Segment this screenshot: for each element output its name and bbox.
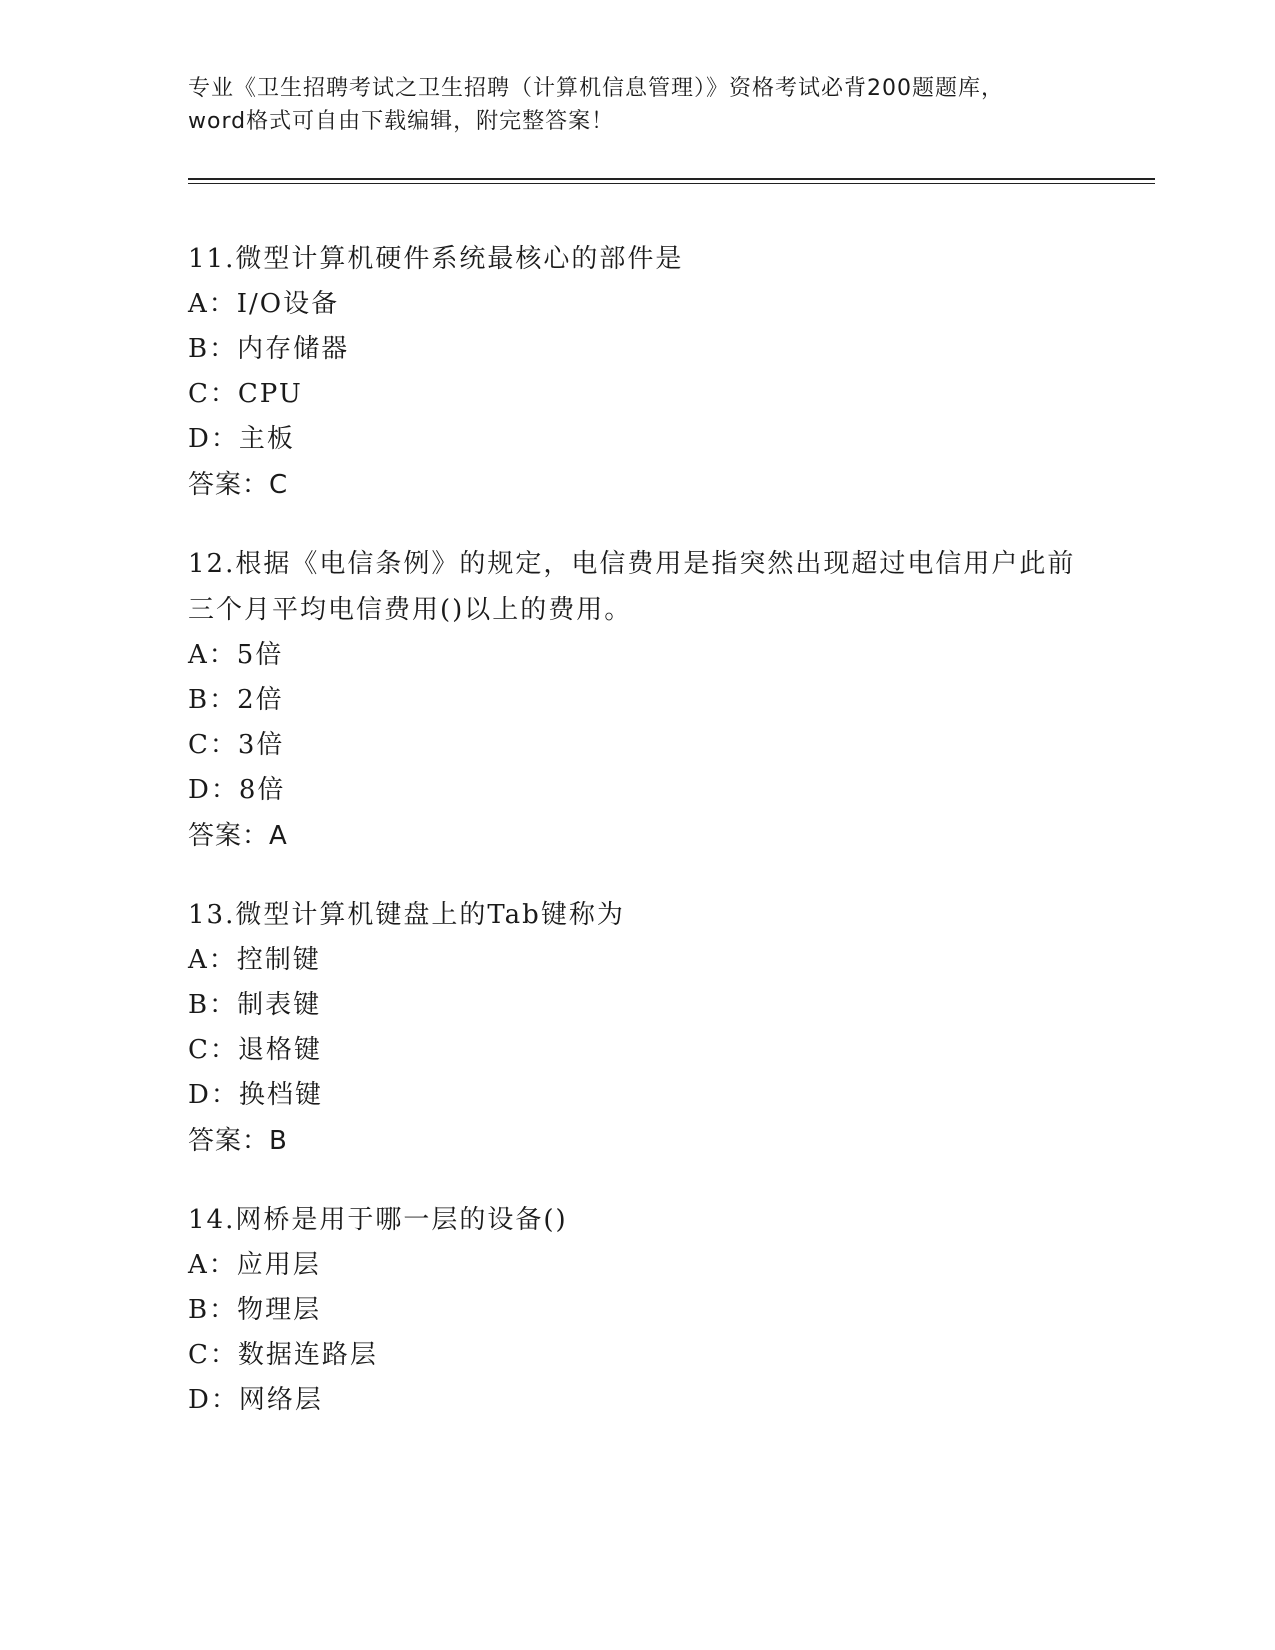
option-c: C：3倍: [188, 730, 285, 760]
option-a: A：I/O设备: [188, 289, 340, 319]
option-c: C：CPU: [188, 379, 303, 409]
option-a: A：5倍: [188, 640, 284, 670]
option-d: D：主板: [188, 424, 295, 454]
option-a: A：应用层: [188, 1250, 321, 1280]
option-b: B：内存储器: [188, 334, 350, 364]
option-b: B：物理层: [188, 1295, 322, 1325]
question-list: [188, 236, 1088, 1456]
divider-line-thin: [188, 183, 1155, 184]
answer-line: 答案：C: [188, 470, 289, 500]
question-12: [188, 541, 1088, 859]
header-title-line-1: 专业《卫生招聘考试之卫生招聘（计算机信息管理）》资格考试必背200题题库，: [188, 76, 1004, 101]
option-c: C：数据连路层: [188, 1340, 378, 1370]
option-c: C：退格键: [188, 1035, 322, 1065]
question-text: 12.根据《电信条例》的规定，电信费用是指突然出现超过电信用户此前三个月平均电信费用()以上的费用。: [188, 549, 1076, 625]
question-text: 13.微型计算机键盘上的Tab键称为: [188, 900, 625, 930]
question-text: 11.微型计算机硬件系统最核心的部件是: [188, 244, 684, 274]
divider-line-thick: [188, 178, 1155, 180]
question-14: [188, 1197, 1088, 1423]
option-b: B：2倍: [188, 685, 284, 715]
option-a: A：控制键: [188, 945, 321, 975]
header-title-line-2: word格式可自由下载编辑，附完整答案！: [188, 109, 615, 134]
option-d: D：换档键: [188, 1080, 323, 1110]
answer-line: 答案：B: [188, 1126, 288, 1156]
question-text: 14.网桥是用于哪一层的设备(): [188, 1205, 568, 1235]
question-11: [188, 236, 1088, 508]
option-d: D：8倍: [188, 775, 286, 805]
option-d: D：网络层: [188, 1385, 323, 1415]
document-header: [188, 72, 1088, 138]
header-divider: [188, 178, 1155, 184]
answer-line: 答案：A: [188, 821, 288, 851]
option-b: B：制表键: [188, 990, 322, 1020]
question-13: [188, 892, 1088, 1164]
